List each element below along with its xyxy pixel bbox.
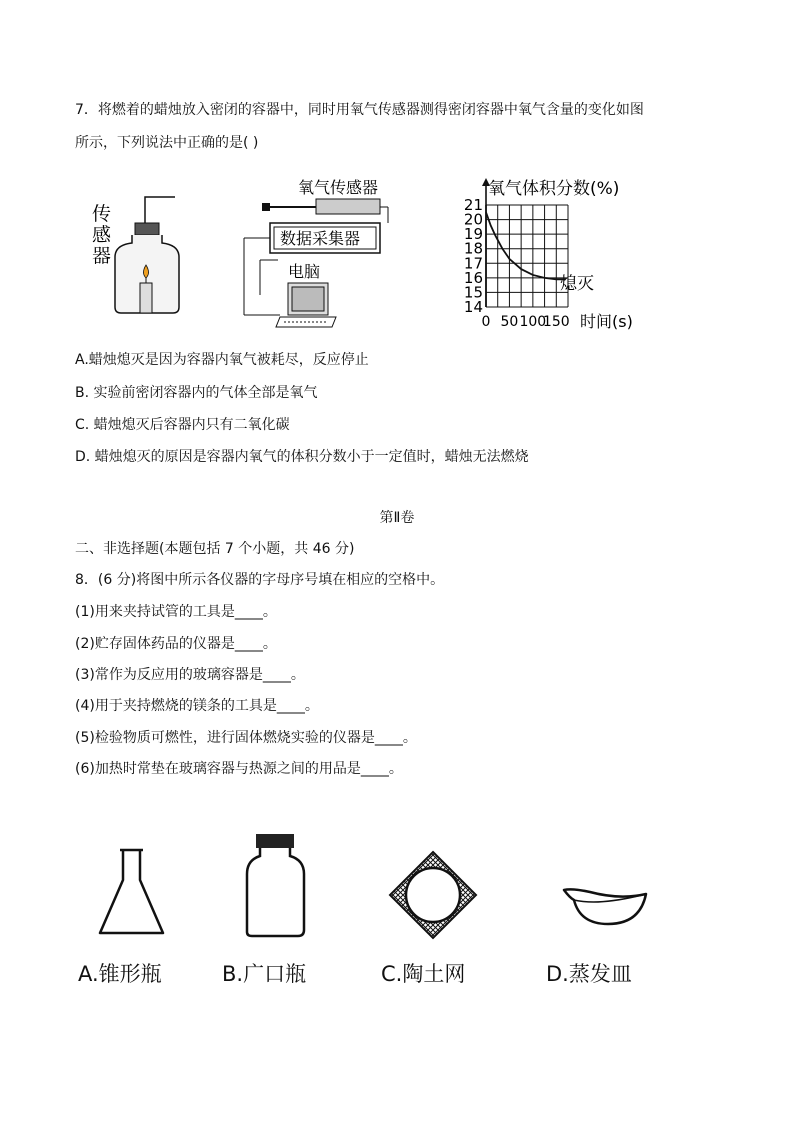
q8-item-3: (3)常作为反应用的玻璃容器是____。 (75, 667, 305, 683)
q7-option-b: B. 实验前密闭容器内的气体全部是氧气 (75, 385, 318, 401)
data-collection-figure (240, 175, 395, 330)
section-heading: 二、非选择题(本题包括 7 个小题，共 46 分) (75, 541, 355, 557)
y-tick-label: 18 (463, 239, 483, 258)
q8-item-4: (4)用于夹持燃烧的镁条的工具是____。 (75, 698, 319, 714)
erlenmeyer-flask-icon (95, 845, 170, 940)
q8-item-1: (1)用来夹持试管的工具是____。 (75, 604, 277, 620)
chart-xlabel: 时间(s) (580, 312, 633, 331)
instrument-label-a: A.锥形瓶 (78, 962, 162, 986)
volume-title: 第Ⅱ卷 (379, 510, 415, 526)
x-tick-label: 150 (542, 314, 570, 330)
chart-ylabel: 氧气体积分数(%) (488, 179, 620, 199)
q7-option-d: D. 蜡烛熄灭的原因是容器内氧气的体积分数小于一定值时，蜡烛无法燃烧 (75, 449, 529, 465)
x-tick-label: 100 (519, 314, 547, 330)
data-collector-label: 数据采集器 (280, 229, 361, 248)
chart-extinguish-label: 熄灭 (560, 274, 594, 294)
sensor-label-char3: 器 (92, 245, 112, 267)
q8-item-6: (6)加热时常垫在玻璃容器与热源之间的用品是____。 (75, 761, 403, 777)
y-tick-label: 16 (463, 268, 483, 287)
ceramic-gauze-icon (388, 850, 478, 940)
q7-option-c: C. 蜡烛熄灭后容器内只有二氧化碳 (75, 417, 290, 433)
sensor-label-char2: 感 (92, 224, 112, 246)
instrument-label-d: D.蒸发皿 (546, 962, 632, 986)
y-tick-label: 19 (463, 225, 483, 244)
computer-label: 电脑 (288, 262, 321, 281)
x-tick-label: 50 (500, 314, 519, 330)
q8-item-5: (5)检验物质可燃性，进行固体燃烧实验的仪器是____。 (75, 730, 417, 746)
instrument-label-b: B.广口瓶 (222, 962, 307, 986)
sensor-label-char1: 传 (92, 203, 112, 225)
q8-intro: 8．(6 分)将图中所示各仪器的字母序号填在相应的空格中。 (75, 572, 445, 588)
y-tick-label: 14 (463, 298, 483, 316)
q7-stem-line1: 7．将燃着的蜡烛放入密闭的容器中，同时用氧气传感器测得密闭容器中氧气含量的变化如图 (75, 102, 644, 118)
sealed-bottle-figure (85, 185, 190, 320)
x-tick-label: 0 (481, 314, 491, 330)
wide-mouth-bottle-icon (242, 830, 310, 940)
q7-option-a: A.蜡烛熄灭是因为容器内氧气被耗尽，反应停止 (75, 352, 369, 368)
y-tick-label: 17 (463, 254, 483, 273)
y-tick-label: 20 (463, 210, 483, 229)
evaporating-dish-icon (560, 880, 650, 930)
oxygen-sensor-label: 氧气传感器 (298, 178, 379, 197)
y-tick-label: 21 (463, 196, 483, 214)
q8-item-2: (2)贮存固体药品的仪器是____。 (75, 636, 277, 652)
q7-stem-line2: 所示，下列说法中正确的是( ) (75, 135, 259, 151)
y-tick-label: 15 (463, 283, 483, 302)
oxygen-chart (462, 172, 647, 334)
instrument-label-c: C.陶土网 (381, 962, 466, 986)
